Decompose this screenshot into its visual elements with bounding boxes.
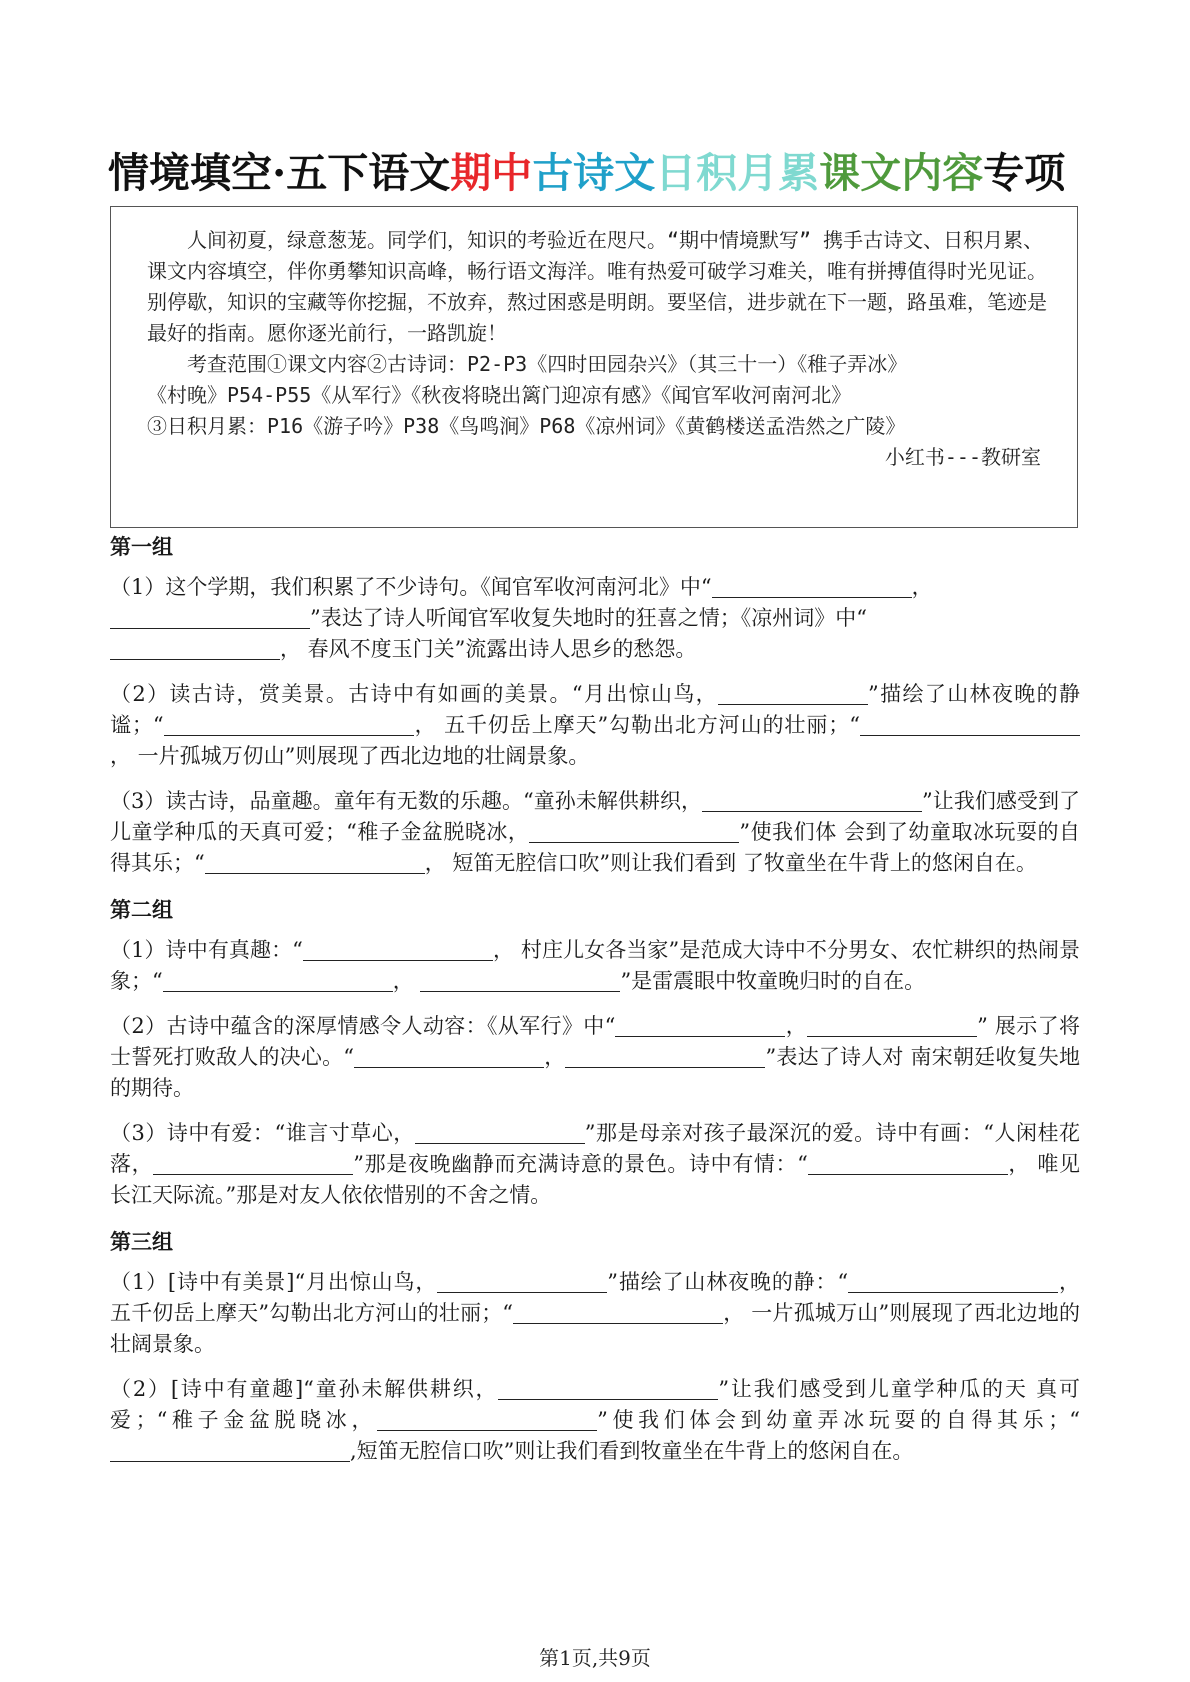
answer-blank[interactable] [807, 1014, 977, 1037]
answer-blank[interactable] [354, 1045, 544, 1068]
title-segment-4: 日积月累 [655, 149, 820, 197]
question-g2-2: （2）古诗中蕴含的深厚情感令人动容：《从军行》中“ ， ” 展示了将士誓死打败敌人的决心。“ ， ”表达了诗人对 南宋朝廷收复失地的期待。 [110, 1014, 1080, 1100]
title-segment-6: 专项 [983, 149, 1066, 197]
answer-blank[interactable] [565, 1045, 765, 1068]
scope-line-1: 考查范围①课文内容②古诗词：P2-P3《四时田园杂兴》（其三十一）《稚子弄冰》 [187, 352, 908, 376]
group-3-title: 第三组 [110, 1229, 173, 1254]
answer-blank[interactable] [529, 820, 739, 843]
intro-box [110, 206, 1078, 528]
answer-blank[interactable] [415, 1121, 585, 1144]
question-g3-2: （2）[诗中有童趣]“童孙未解供耕织， ”让我们感受到儿童学种瓜的天 真可爱；“稚子金盆脱晓冰， ”使我们体会到幼童弄冰玩耍的自得其乐；“,短笛无腔信口吹”则让我们看到牧童坐在牛背上的悠闲自在。 [110, 1377, 1080, 1463]
title-segment-1: 情境填空·五下语文 [108, 149, 451, 197]
title-segment-3: 古诗文 [532, 149, 656, 197]
question-g2-1: （1）诗中有真趣：“ ， 村庄儿女各当家”是范成大诗中不分男女、农忙耕织的热闹景象；“ ， ”是雷震眼中牧童晚归时的自在。 [110, 938, 1080, 993]
answer-blank[interactable] [110, 606, 310, 629]
answer-blank[interactable] [718, 682, 868, 705]
intro-paragraph: 人间初夏，绿意葱茏。同学们，知识的考验近在咫尺。“期中情境默写” 携手古诗文、日积月累、课文内容填空，伴你勇攀知识高峰，畅行语文海洋。唯有热爱可破学习难关，唯有拼搏值得时光见证。别停歇，知识的宝藏等你挖掘，不放弃，熬过困惑是明朗。要坚信，进步就在下一题，路虽难，笔迹是最好的指南。愿你逐光前行，一路凯旋！ [147, 228, 1047, 345]
question-g2-3: （3）诗中有爱：“谁言寸草心， ”那是母亲对孩子最深沉的爱。诗中有画：“人闲桂花落， ”那是夜晚幽静而充满诗意的景色。诗中有情：“ ， 唯见长江天际流。”那是对友人依依惜别的不舍之情。 [110, 1121, 1080, 1207]
answer-blank[interactable] [498, 1377, 718, 1400]
scope-line-3: ③日积月累：P16《游子吟》P38《鸟鸣涧》P68《凉州词》《黄鹤楼送孟浩然之广陵》 [147, 414, 906, 438]
question-g1-2: （2）读古诗，赏美景。古诗中有如画的美景。“月出惊山鸟， ”描绘了山林夜晚的静谧；“ ， 五千仞岳上摩天”勾勒出北方河山的壮丽；“， 一片孤城万仞山”则展现了西北边地的壮阔景象。 [110, 682, 1080, 768]
answer-blank[interactable] [377, 1408, 597, 1431]
answer-blank[interactable] [712, 575, 912, 598]
answer-blank[interactable] [153, 1152, 353, 1175]
answer-blank[interactable] [164, 713, 414, 736]
signature: 小红书---教研室 [884, 445, 1041, 469]
page-title [108, 143, 1098, 203]
answer-blank[interactable] [513, 1301, 723, 1324]
answer-blank[interactable] [205, 851, 425, 874]
answer-blank[interactable] [615, 1014, 785, 1037]
page-number: 第1页,共9页 [539, 1646, 651, 1670]
scope-line-2: 《村晚》P54-P55《从军行》《秋夜将晓出篱门迎凉有感》《闻官军收河南河北》 [147, 383, 852, 407]
answer-blank[interactable] [110, 1439, 350, 1462]
answer-blank[interactable] [437, 1270, 607, 1293]
answer-blank[interactable] [860, 713, 1080, 736]
title-segment-5: 课文内容 [819, 149, 984, 197]
answer-blank[interactable] [420, 969, 620, 992]
answer-blank[interactable] [702, 789, 922, 812]
question-g1-3: （3）读古诗，品童趣。童年有无数的乐趣。“童孙未解供耕织， ”让我们感受到了儿童学种瓜的天真可爱；“稚子金盆脱晓冰， ”使我们体 会到了幼童取冰玩耍的自得其乐；“ ， 短笛无腔信口吹”则让我们看到 了牧童坐在牛背上的悠闲自在。 [110, 789, 1080, 875]
answer-blank[interactable] [848, 1270, 1058, 1293]
answer-blank[interactable] [303, 938, 493, 961]
worksheet-content [110, 528, 1080, 1481]
question-g1-1: （1）这个学期，我们积累了不少诗句。《闻官军收河南河北》中“ ， ”表达了诗人听闻官军收复失地时的狂喜之情；《凉州词》中“ ， 春风不度玉门关”流露出诗人思乡的愁怨。 [110, 575, 933, 661]
group-1-title: 第一组 [110, 534, 173, 559]
group-2-title: 第二组 [110, 897, 173, 922]
answer-blank[interactable] [110, 637, 280, 660]
answer-blank[interactable] [808, 1152, 1008, 1175]
answer-blank[interactable] [163, 969, 393, 992]
question-g3-1: （1）[诗中有美景]“月出惊山鸟， ”描绘了山林夜晚的静：“ ， 五千仞岳上摩天”勾勒出北方河山的壮丽；“ ， 一片孤城万山”则展现了西北边地的壮阔景象。 [110, 1270, 1080, 1356]
title-segment-2: 期中 [450, 149, 533, 197]
